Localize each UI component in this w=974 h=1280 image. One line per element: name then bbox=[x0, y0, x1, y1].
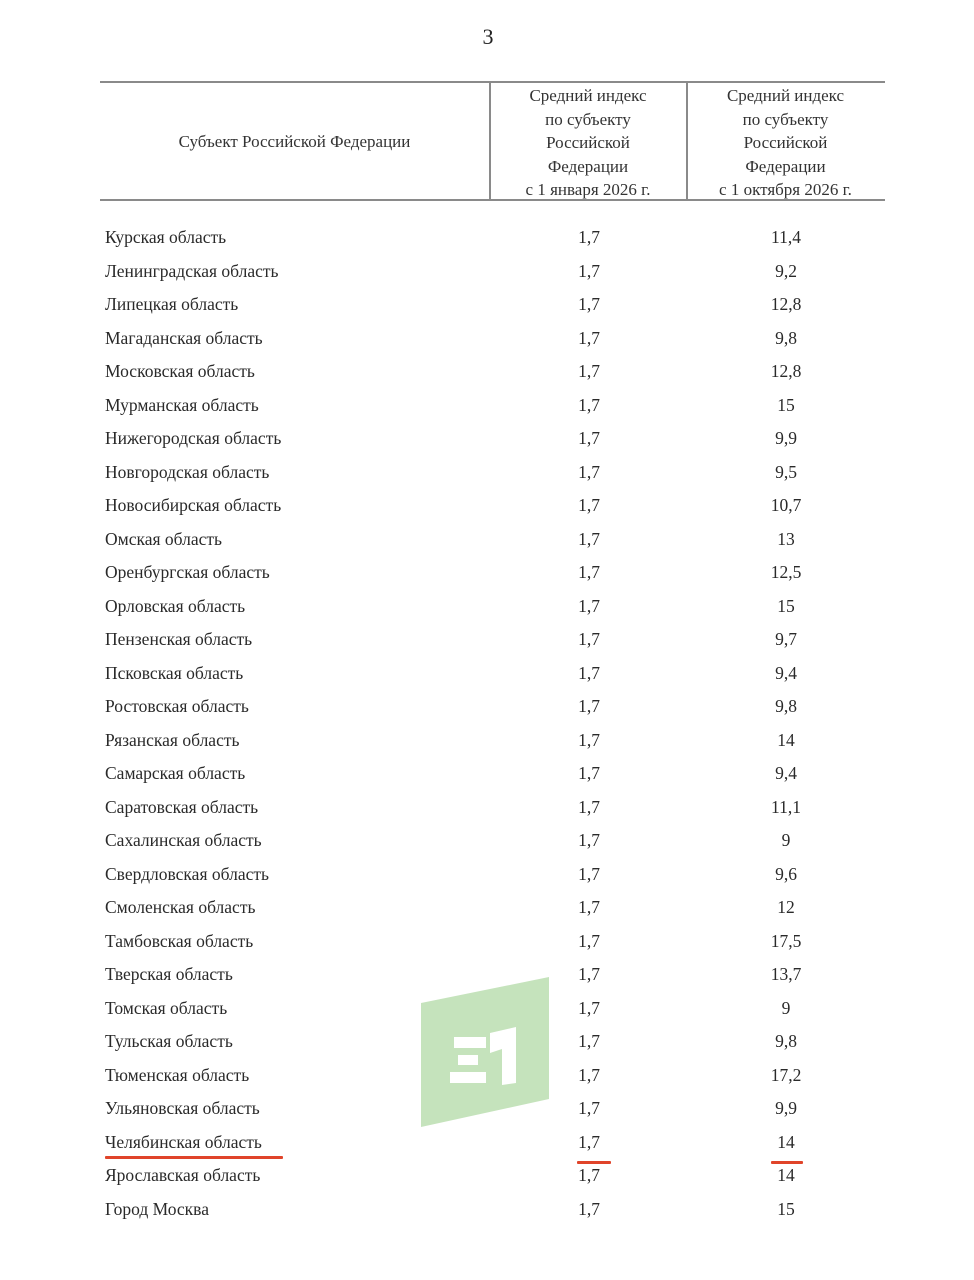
table-row bbox=[0, 859, 974, 893]
row-index-oct: 9 bbox=[781, 997, 791, 1018]
header-index-jan bbox=[489, 84, 687, 202]
header-line: Средний индекс bbox=[726, 86, 845, 105]
row-subject: Челябинская область bbox=[105, 1131, 262, 1152]
row-index-oct: 9,7 bbox=[775, 629, 797, 649]
table-row bbox=[0, 1093, 974, 1127]
row-index-jan: 1,7 bbox=[578, 729, 600, 750]
header-line: Российской bbox=[743, 133, 828, 152]
row-subject: Московская область bbox=[105, 361, 255, 381]
row-index-jan: 1,7 bbox=[578, 930, 600, 951]
table-row bbox=[0, 557, 974, 591]
row-index-oct: 9,8 bbox=[775, 696, 797, 716]
row-index-jan: 1,7 bbox=[578, 495, 600, 515]
table-row bbox=[0, 825, 974, 859]
table-body bbox=[0, 222, 974, 1227]
row-index-jan: 1,7 bbox=[578, 461, 600, 482]
row-subject: Омская область bbox=[105, 528, 223, 549]
row-subject: Ярославская область bbox=[105, 1165, 261, 1185]
table-row bbox=[0, 926, 974, 960]
row-subject: Оренбургская область bbox=[105, 562, 270, 582]
table-row-highlighted bbox=[0, 1127, 974, 1161]
row-index-oct: 17,2 bbox=[770, 1064, 802, 1085]
row-subject: Курская область bbox=[105, 227, 227, 247]
table-row bbox=[0, 289, 974, 323]
row-index-jan: 1,7 bbox=[578, 997, 600, 1018]
table-row bbox=[0, 792, 974, 826]
row-index-oct: 15 bbox=[777, 595, 795, 616]
row-index-oct: 13 bbox=[777, 528, 795, 549]
row-subject: Орловская область bbox=[105, 595, 246, 616]
row-index-jan: 1,7 bbox=[578, 361, 600, 381]
table-row bbox=[0, 1060, 974, 1094]
table-row bbox=[0, 457, 974, 491]
table-row bbox=[0, 323, 974, 357]
table-row bbox=[0, 1194, 974, 1228]
row-index-jan: 1,7 bbox=[578, 562, 600, 582]
row-index-jan: 1,7 bbox=[578, 294, 600, 314]
table-row bbox=[0, 423, 974, 457]
row-subject: Новгородская область bbox=[105, 461, 270, 482]
row-index-oct: 9,8 bbox=[775, 327, 797, 348]
row-subject: Пензенская область bbox=[105, 629, 253, 649]
row-subject: Псковская область bbox=[105, 662, 244, 683]
row-index-oct: 11,1 bbox=[771, 796, 801, 817]
row-index-oct: 9,8 bbox=[775, 1031, 797, 1051]
row-subject: Томская область bbox=[105, 997, 228, 1018]
row-subject: Тюменская область bbox=[105, 1064, 250, 1085]
row-index-jan: 1,7 bbox=[578, 1064, 600, 1085]
row-subject: Ростовская область bbox=[105, 696, 249, 716]
header-line: с 1 января 2026 г. bbox=[525, 180, 651, 199]
row-index-jan: 1,7 bbox=[578, 428, 600, 448]
row-index-jan: 1,7 bbox=[578, 1031, 600, 1051]
row-index-oct: 12,8 bbox=[770, 294, 802, 314]
page-number: 3 bbox=[482, 24, 494, 49]
row-subject: Новосибирская область bbox=[105, 495, 282, 515]
header-line: по субъекту bbox=[545, 109, 631, 129]
row-index-jan: 1,7 bbox=[578, 629, 600, 649]
row-index-jan: 1,7 bbox=[578, 696, 600, 716]
table-row bbox=[0, 490, 974, 524]
table-row bbox=[0, 658, 974, 692]
row-index-jan: 1,7 bbox=[578, 1098, 600, 1118]
row-subject: Смоленская область bbox=[105, 897, 256, 917]
row-index-oct: 13,7 bbox=[770, 964, 802, 984]
header-line: Федерации bbox=[547, 156, 629, 176]
row-subject: Нижегородская область bbox=[105, 428, 282, 448]
table-row bbox=[0, 390, 974, 424]
row-subject: Мурманская область bbox=[105, 394, 259, 415]
row-index-jan: 1,7 bbox=[578, 1165, 600, 1185]
row-subject: Свердловская область bbox=[105, 863, 269, 884]
row-index-oct: 14 bbox=[777, 729, 795, 750]
row-subject: Город Москва bbox=[105, 1198, 209, 1219]
row-index-oct: 17,5 bbox=[770, 930, 802, 951]
row-index-oct: 15 bbox=[777, 394, 795, 415]
table-row bbox=[0, 356, 974, 390]
row-subject: Саратовская область bbox=[105, 796, 259, 817]
row-index-oct: 12 bbox=[777, 897, 795, 917]
header-line: Российской bbox=[546, 133, 630, 152]
table-row bbox=[0, 624, 974, 658]
row-subject: Тверская область bbox=[105, 964, 233, 984]
row-subject: Тамбовская область bbox=[105, 930, 254, 951]
row-index-jan: 1,7 bbox=[578, 1131, 600, 1152]
row-index-oct: 9,9 bbox=[775, 428, 797, 448]
table-row bbox=[0, 993, 974, 1027]
row-subject: Ульяновская область bbox=[105, 1098, 260, 1118]
row-index-oct: 9,5 bbox=[775, 461, 797, 482]
row-index-jan: 1,7 bbox=[578, 528, 600, 549]
header-line: по субъекту bbox=[742, 109, 829, 129]
row-index-jan: 1,7 bbox=[578, 227, 600, 247]
row-index-jan: 1,7 bbox=[578, 763, 600, 783]
row-index-oct: 10,7 bbox=[770, 495, 802, 515]
row-index-oct: 9,6 bbox=[775, 863, 797, 884]
row-index-oct: 14 bbox=[777, 1165, 795, 1185]
header-line: Средний индекс bbox=[529, 86, 647, 105]
row-subject: Самарская область bbox=[105, 763, 246, 783]
row-index-oct: 9 bbox=[781, 830, 791, 850]
highlight-underline-jan bbox=[577, 1161, 611, 1164]
table-row bbox=[0, 524, 974, 558]
row-subject: Липецкая область bbox=[105, 294, 239, 314]
row-subject: Рязанская область bbox=[105, 729, 240, 750]
highlight-underline-oct bbox=[771, 1161, 803, 1164]
row-index-oct: 11,4 bbox=[771, 227, 801, 247]
row-index-jan: 1,7 bbox=[578, 1198, 600, 1219]
row-index-jan: 1,7 bbox=[578, 964, 600, 984]
highlight-underline-subject bbox=[105, 1156, 283, 1159]
row-index-jan: 1,7 bbox=[578, 863, 600, 884]
row-index-jan: 1,7 bbox=[578, 897, 600, 917]
header-line: Федерации bbox=[745, 156, 826, 176]
table-row bbox=[0, 591, 974, 625]
row-subject: Сахалинская область bbox=[105, 830, 262, 850]
row-index-jan: 1,7 bbox=[578, 796, 600, 817]
table-row bbox=[0, 256, 974, 290]
table-row bbox=[0, 758, 974, 792]
row-index-oct: 15 bbox=[777, 1198, 795, 1219]
row-subject: Магаданская область bbox=[105, 327, 263, 348]
row-index-oct: 9,2 bbox=[775, 260, 797, 281]
row-index-oct: 9,4 bbox=[775, 662, 797, 683]
table-row bbox=[0, 725, 974, 759]
header-index-oct bbox=[687, 84, 884, 202]
row-index-jan: 1,7 bbox=[578, 830, 600, 850]
row-index-jan: 1,7 bbox=[578, 394, 600, 415]
table-row bbox=[0, 892, 974, 926]
header-subject bbox=[100, 82, 489, 200]
header-subject-label: Субъект Российской Федерации bbox=[178, 132, 411, 152]
row-index-jan: 1,7 bbox=[578, 260, 600, 281]
table-row bbox=[0, 1026, 974, 1060]
row-index-oct: 14 bbox=[777, 1131, 795, 1152]
row-index-oct: 9,4 bbox=[775, 763, 797, 783]
row-index-jan: 1,7 bbox=[578, 662, 600, 683]
row-subject: Ленинградская область bbox=[105, 260, 279, 281]
row-index-oct: 12,8 bbox=[770, 361, 802, 381]
header-line: с 1 октября 2026 г. bbox=[719, 180, 852, 199]
row-index-jan: 1,7 bbox=[578, 327, 600, 348]
row-subject: Тульская область bbox=[105, 1031, 233, 1051]
row-index-jan: 1,7 bbox=[578, 595, 600, 616]
table-row bbox=[0, 1160, 974, 1194]
table-row bbox=[0, 959, 974, 993]
row-index-oct: 9,9 bbox=[775, 1098, 797, 1118]
table-row bbox=[0, 691, 974, 725]
row-index-oct: 12,5 bbox=[770, 562, 802, 582]
table-row bbox=[0, 222, 974, 256]
